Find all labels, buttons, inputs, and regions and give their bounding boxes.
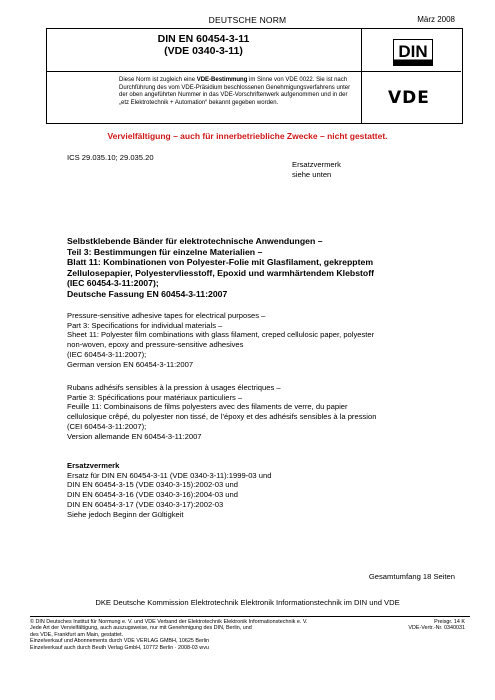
standard-number-vde: (VDE 0340-3-11) — [164, 45, 243, 57]
german-title-line: Selbstklebende Bänder für elektrotechnische Anwendungen – — [67, 236, 323, 246]
english-title-line: Part 3: Specifications for individual materials – — [67, 320, 223, 330]
replacement-heading: Ersatzvermerk — [67, 461, 120, 470]
replacement-line: DIN EN 60454-3-15 (VDE 0340-3-15):2002-03 und — [67, 480, 238, 490]
replacement-reference-line: siehe unten — [292, 169, 332, 179]
dke-line: DKE Deutsche Kommission Elektrotechnik Elektronik Informationstechnik im DIN und VDE — [95, 598, 400, 607]
logo-divider — [361, 71, 461, 72]
vde-contract-number: VDE-Vertr.-Nr. 0340031 — [408, 625, 465, 632]
footer-line: Jede Art der Vervielfältigung, auch auszugsweise, nur mit Genehmigung des DIN, Berlin, und — [30, 625, 252, 632]
ics-code: ICS 29.035.10; 29.035.20 — [67, 153, 154, 162]
standard-type-header: DEUTSCHE NORM — [208, 15, 287, 25]
total-pages: Gesamtumfang 18 Seiten — [368, 572, 455, 581]
french-title-line: Partie 3: Spécifications pour matériaux particuliers – — [67, 392, 243, 402]
german-title-line: Deutsche Fassung EN 60454-3-11:2007 — [67, 288, 228, 299]
french-title-line: (CEI 60454-3-11:2007); — [67, 421, 147, 431]
footer-line: © DIN Deutsches Institut für Normung e. V. und VDE Verband der Elektrotechnik Elektronik Informationstechnik e. V. — [30, 619, 308, 625]
french-title-line: cellulosique crêpé, du polyester non tissé, de l’époxy et des adhésifs sensibles à la pression — [67, 412, 377, 422]
footer-line: Einzelverkauf auch durch Beuth Verlag GmbH, 10772 Berlin · 2008-03 wvu — [30, 644, 209, 651]
frame-divider — [46, 71, 361, 72]
english-title-line: Sheet 11: Polyester film combinations with glass filament, creped cellulosic paper, polyester — [67, 330, 375, 340]
copy-warning: Vervielfältigung – auch für innerbetriebliche Zwecke – nicht gestattet. — [107, 131, 388, 141]
english-title — [67, 311, 462, 369]
footer-line: des VDE, Frankfurt am Main, gestattet. — [30, 631, 124, 638]
replacement-line: DIN EN 60454-3-16 (VDE 0340-3-16):2004-03 und — [67, 490, 238, 500]
german-title-line: (IEC 60454-3-11:2007); — [67, 278, 159, 289]
english-title-line: Pressure-sensitive adhesive tapes for electrical purposes – — [67, 311, 266, 320]
footer-price — [385, 619, 465, 632]
standard-number-din: DIN EN 60454-3-11 — [157, 33, 250, 45]
replacement-line: DIN EN 60454-3-17 (VDE 0340-3-17):2002-03 — [67, 499, 224, 509]
german-title-line: Blatt 11: Kombinationen von Polyester-Folie mit Glasfilament, gekrepptem — [67, 257, 374, 268]
replacement-line: Ersatz für DIN EN 60454-3-11 (VDE 0340-3-11):1999-03 und — [67, 470, 272, 480]
replacement-note — [67, 461, 462, 519]
french-title-line: Version allemande EN 60454-3-11:2007 — [67, 431, 202, 441]
price-group: Preisgr. 14 K — [434, 619, 465, 625]
logo-column-divider — [361, 28, 362, 123]
vde-logo: VDE — [388, 88, 430, 108]
vde-note-rest: im Sinne von VDE 0022. Sie ist nach Durchführung des vom VDE-Präsidium beschlossenen Genehmigungsverfahrens unter der oben angeführten Nummer in das VDE-Vorschriftenwerk aufgenommen und in der „etz Elektrotechnik + Automation“ bekannt gegeben worden. — [119, 77, 351, 106]
french-title-line: Rubans adhésifs sensibles à la pression à usages électriques – — [67, 383, 281, 392]
german-title-line: Zellulosepapier, Polyestervliesstoff, Epoxid und warmhärtendem Klebstoff — [67, 267, 375, 278]
vde-note — [119, 77, 355, 107]
vde-note-bold: VDE-Bestimmung — [196, 77, 248, 83]
footer-copyright — [30, 619, 390, 651]
replacement-reference — [292, 160, 341, 179]
standard-number — [46, 33, 361, 57]
din-logo — [393, 39, 433, 66]
french-title-line: Feuille 11: Combinaisons de films polyesters avec des filaments de verre, du papier — [67, 402, 348, 412]
din-logo-text: DIN — [398, 42, 428, 61]
replacement-reference-line: Ersatzvermerk — [292, 160, 341, 169]
footer-divider — [30, 616, 470, 617]
vde-note-prefix: Diese Norm ist zugleich eine — [119, 77, 197, 83]
english-title-line: non-woven, epoxy and pressure-sensitive adhesives — [67, 340, 244, 350]
french-title — [67, 383, 462, 441]
german-title-line: Teil 3: Bestimmungen für einzelne Materialien – — [67, 246, 263, 257]
issue-date: März 2008 — [417, 15, 455, 24]
english-title-line: German version EN 60454-3-11:2007 — [67, 359, 194, 369]
footer-line: Einzelverkauf und Abonnements durch VDE VERLAG GMBH, 10625 Berlin — [30, 638, 210, 645]
german-title — [67, 236, 462, 300]
replacement-line: Siehe jedoch Beginn der Gültigkeit — [67, 509, 184, 519]
english-title-line: (IEC 60454-3-11:2007); — [67, 349, 147, 359]
